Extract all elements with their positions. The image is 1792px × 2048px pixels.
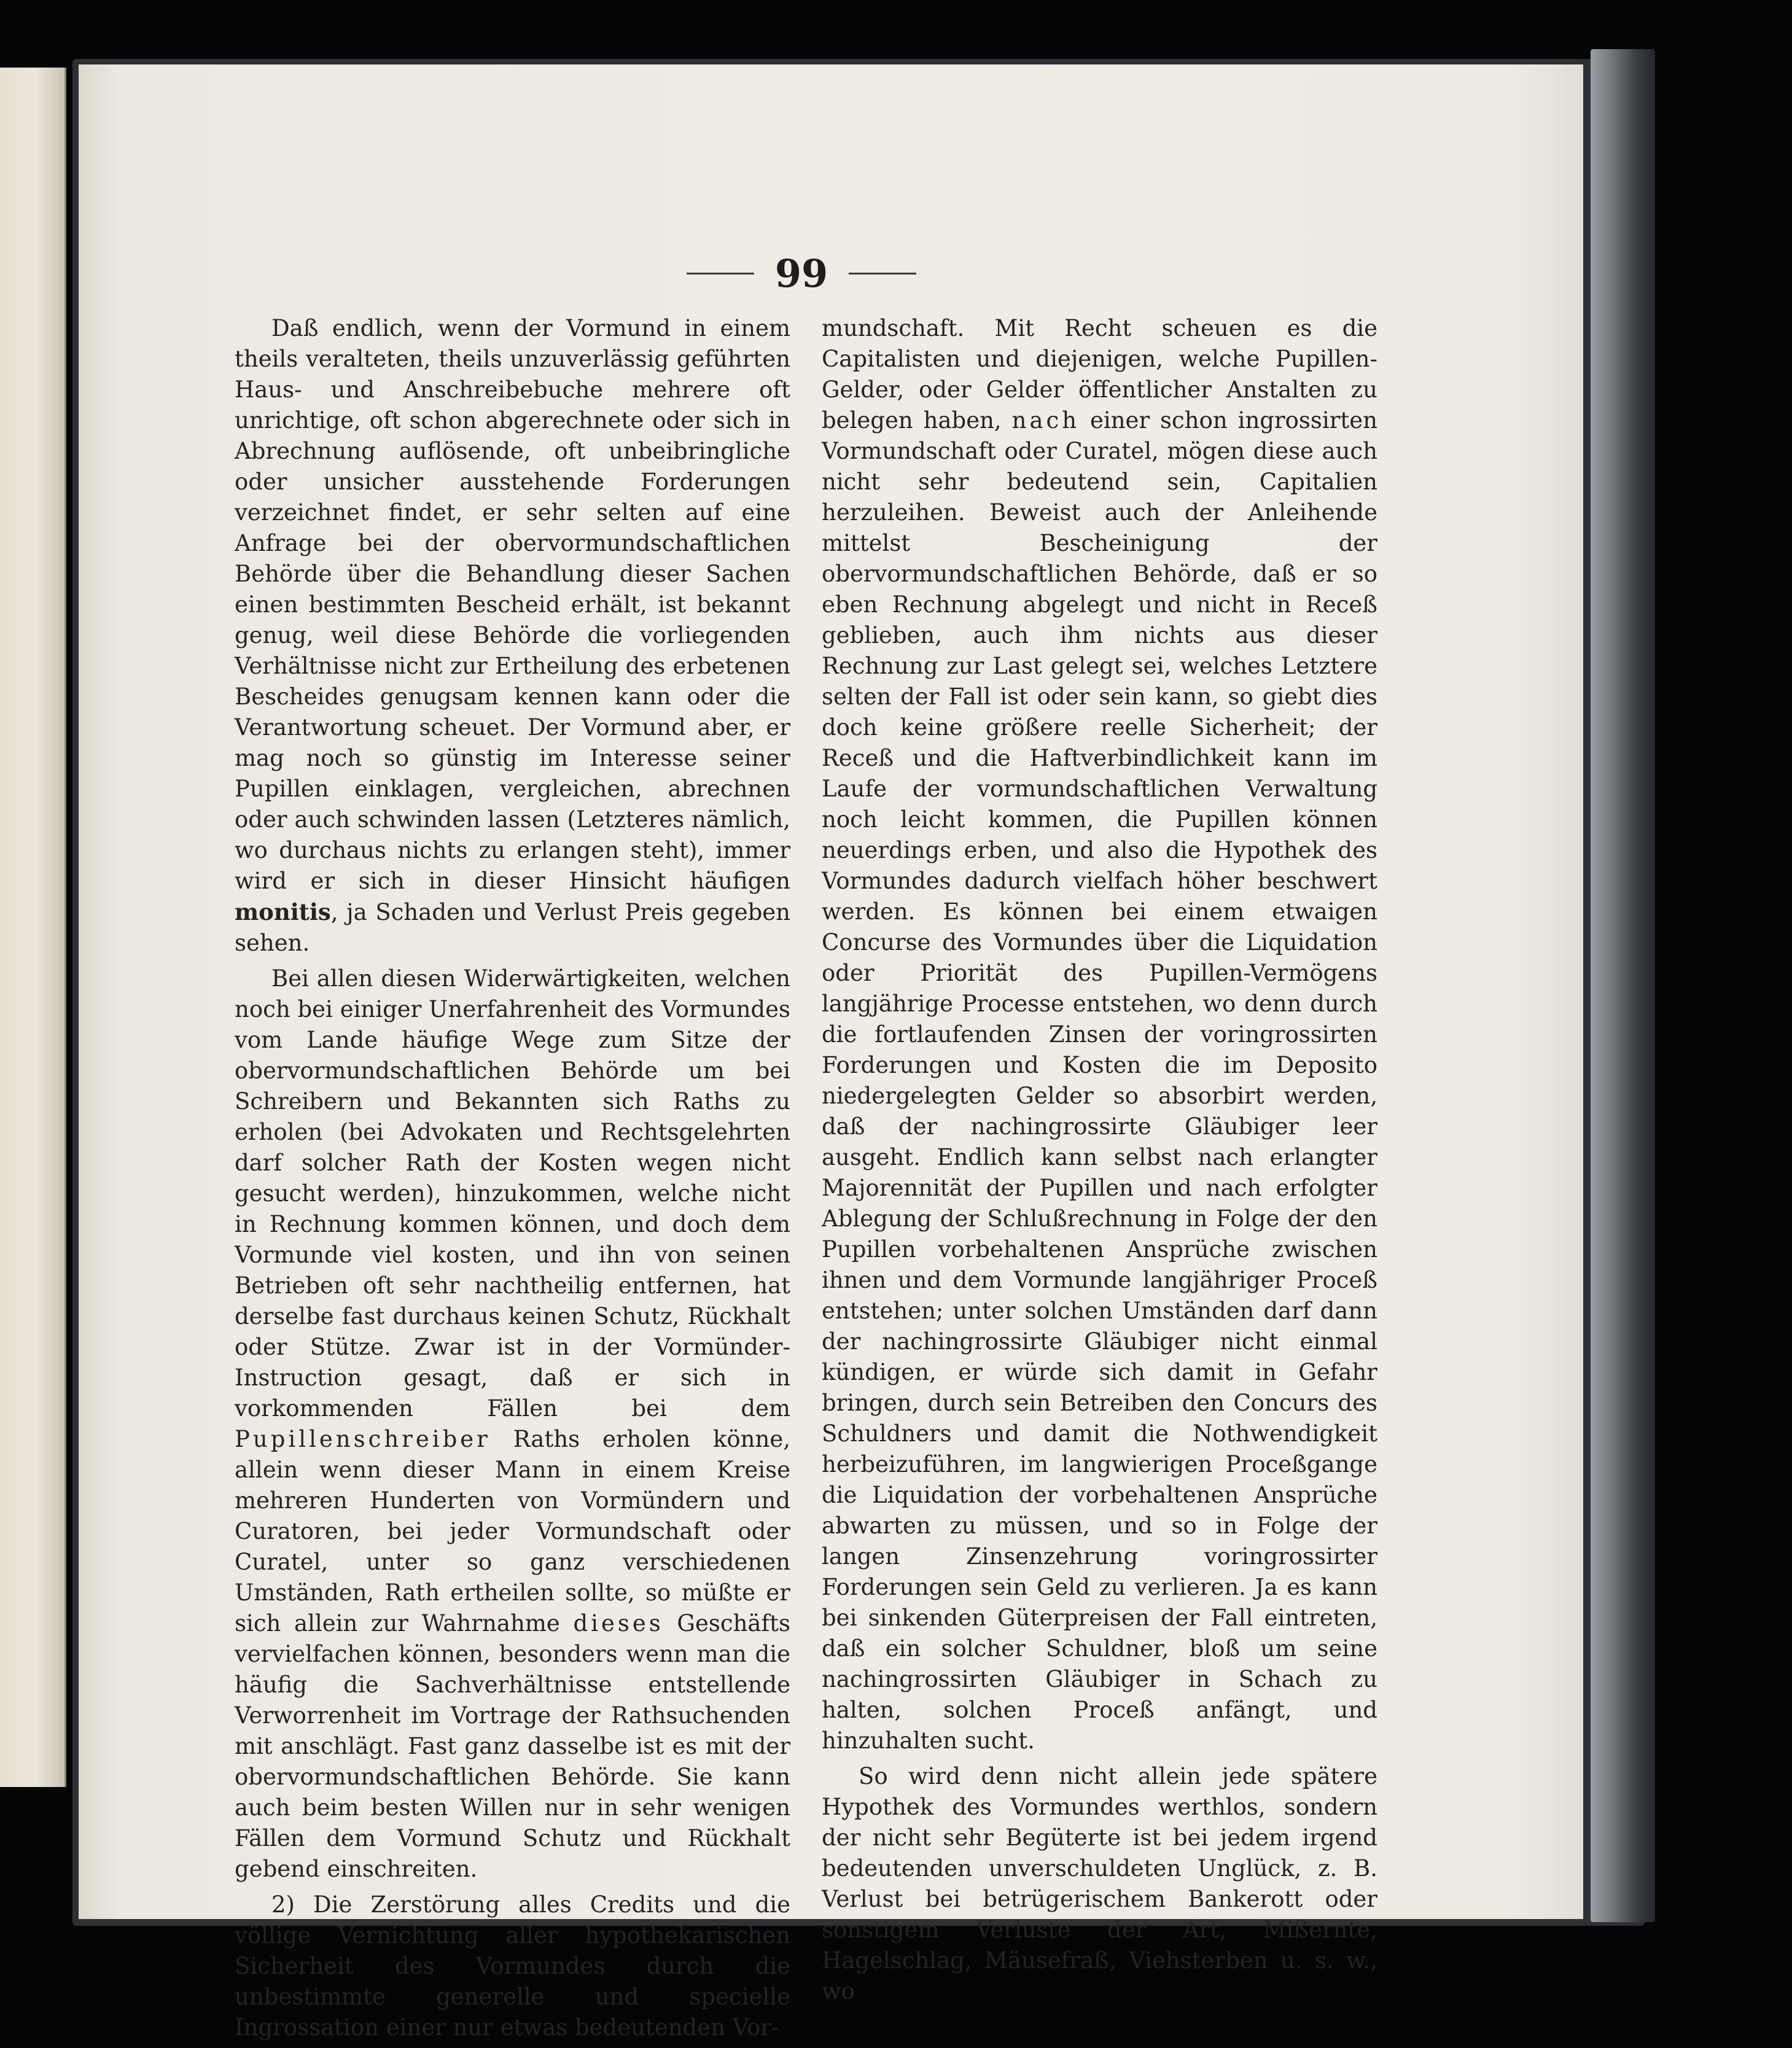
emphasis-spaced: nach (1011, 407, 1080, 434)
paragraph: So wird denn nicht allein jede spätere Hypothek des Vormundes werthlos, sondern der nicht sehr Begüterte ist bei jedem irgend bedeutenden unverschuldeten Unglück, z. B. Verlust bei betrügerischem Bankerott oder sonstigem Verluste der Art, Mißernte, Hagelschlag, Mäusefraß, Viehsterben u. s. w., wo (822, 1763, 1377, 2004)
page-number: 99 (774, 251, 828, 296)
paragraph: 2) Die Zerstörung alles Credits und die völlige Vernichtung aller hypothekarischen Sicherheit des Vormundes durch die unbestimmte generelle und specielle Ingrossation einer nur etwas bedeutenden Vor- (235, 1891, 790, 2041)
paragraph (235, 313, 790, 959)
text-run: einer schon ingrossirten Vormundschaft oder Curatel, mögen diese auch nicht sehr bedeutend sein, Capitalien herzuleihen. Beweist auch der Anleihende mittelst Bescheinigung der obervormundschaftlichen Behörde, daß er so eben Rechnung abgelegt und nicht in Receß geblieben, auch ihm nichts aus dieser Rechnung zur Last gelegt sei, welches Letztere selten der Fall ist oder sein kann, so giebt dies doch keine größere reelle Sicherheit; der Receß und die Haftverbindlichkeit kann im Laufe der vormundschaftlichen Verwaltung noch leicht kommen, die Pupillen können neuerdings erben, und also die Hypothek des Vormundes dadurch vielfach höher beschwert werden. Es können bei einem etwaigen Concurse des Vormundes über die Liquidation oder Priorität des Pupillen-Vermögens langjährige Processe entstehen, wo denn durch die fortlaufenden Zinsen der voringrossirten Forderungen und Kosten die im Deposito niedergelegten Gelder so absorbirt werden, daß der nachingrossirte Gläubiger leer ausgeht. Endlich kann selbst nach erlangter Majorennität der Pupillen und nach erfolgter Ablegung der Schlußrechnung in Folge der den Pupillen vorbehaltenen Ansprüche zwischen ihnen und dem Vormunde langjähriger Proceß entstehen; unter solchen Umständen darf dann der nachingrossirte Gläubiger nicht einmal kündigen, er würde sich damit in Gefahr bringen, durch sein Betreiben den Concurs des Schuldners und damit die Nothwendigkeit herbeizuführen, im langwierigen Proceßgange die Liquidation der vorbehaltenen Ansprüche abwarten zu müssen, und so in Folge der langen Zinsenzehrung voringrossirter Forderungen sein Geld zu verlieren. Ja es kann bei sinkenden Güterpreisen der Fall eintreten, daß ein solcher Schuldner, bloß um seine nachingrossirten Gläubiger in Schach zu halten, solchen Proceß anfängt, und hinzuhalten sucht. (822, 407, 1378, 1754)
emphasis-spaced: dieses (573, 1610, 664, 1637)
text-run: Bei allen diesen Widerwärtigkeiten, welchen noch bei einiger Unerfahrenheit des Vormundes vom Lande häufige Wege zum Sitze der obervormundschaftlichen Behörde um bei Schreibern und Bekannten sich Raths zu erholen (bei Advokaten und Rechtsgelehrten darf solcher Rath der Kosten wegen nicht gesucht werden), hinzukommen, welche nicht in Rechnung kommen können, und doch dem Vormunde viel kosten, und ihn von seinen Betrieben oft sehr nachtheilig entfernen, hat derselbe fast durchaus keinen Schutz, Rückhalt oder Stütze. Zwar ist in der Vormünder-Instruction gesagt, daß er sich in vorkommenden Fällen bei dem (235, 965, 790, 1422)
text-run: , ja Schaden und Verlust Preis gegeben sehen. (235, 899, 790, 956)
header-rule-right (849, 273, 916, 274)
page-header (657, 236, 946, 310)
book-spine-edge (1591, 49, 1655, 1922)
emphasis-spaced: Pupillenschreiber (235, 1426, 491, 1452)
emphasis-bold: monitis (235, 898, 331, 925)
paragraph (822, 313, 1377, 1756)
text-run: mundschaft. Mit Recht scheuen es die Capitalisten und diejenigen, welche Pupillen-Gelder, oder Gelder öffentlicher Anstalten zu belegen haben, (822, 315, 1377, 434)
header-rule-left (687, 273, 754, 274)
right-text-column (822, 313, 1377, 2012)
left-text-column (235, 313, 790, 2048)
text-run: Geschäfts vervielfachen können, besonders wenn man die häufig die Sachverhältnisse entstellende Verworrenheit im Vortrage der Rathsuchenden mit anschlägt. Fast ganz dasselbe ist es mit der obervormundschaftlichen Behörde. Sie kann auch beim besten Willen nur in sehr wenigen Fällen dem Vormund Schutz und Rückhalt gebend einschreiten. (235, 1610, 791, 1882)
paragraph (235, 964, 790, 1885)
text-run: Raths erholen könne, allein wenn dieser Mann in einem Kreise mehreren Hunderten von Vormündern und Curatoren, bei jeder Vormundschaft oder Curatel, unter so ganz verschiedenen Umständen, Rath ertheilen sollte, so müßte er sich allein zur Wahrnahme (235, 1426, 790, 1637)
text-run: Daß endlich, wenn der Vormund in einem theils veralteten, theils unzuverlässig geführten Haus- und Anschreibebuche mehrere oft unrichtige, oft schon abgerechnete oder sich in Abrechnung auflösende, oft unbeibringliche oder unsicher ausstehende Forderungen verzeichnet findet, er sehr selten auf eine Anfrage bei der obervormundschaftlichen Behörde über die Behandlung dieser Sachen einen bestimmten Bescheid erhält, ist bekannt genug, weil diese Behörde die vorliegenden Verhältnisse nicht zur Ertheilung des erbetenen Bescheides genugsam kennen kann oder die Verantwortung scheuet. Der Vormund aber, er mag noch so günstig im Interesse seiner Pupillen einklagen, vergleichen, abrechnen oder auch schwinden lassen (Letzteres nämlich, wo durchaus nichts zu erlangen steht), immer wird er sich in dieser Hinsicht häufigen (235, 315, 790, 894)
previous-page-edge (0, 68, 66, 1787)
